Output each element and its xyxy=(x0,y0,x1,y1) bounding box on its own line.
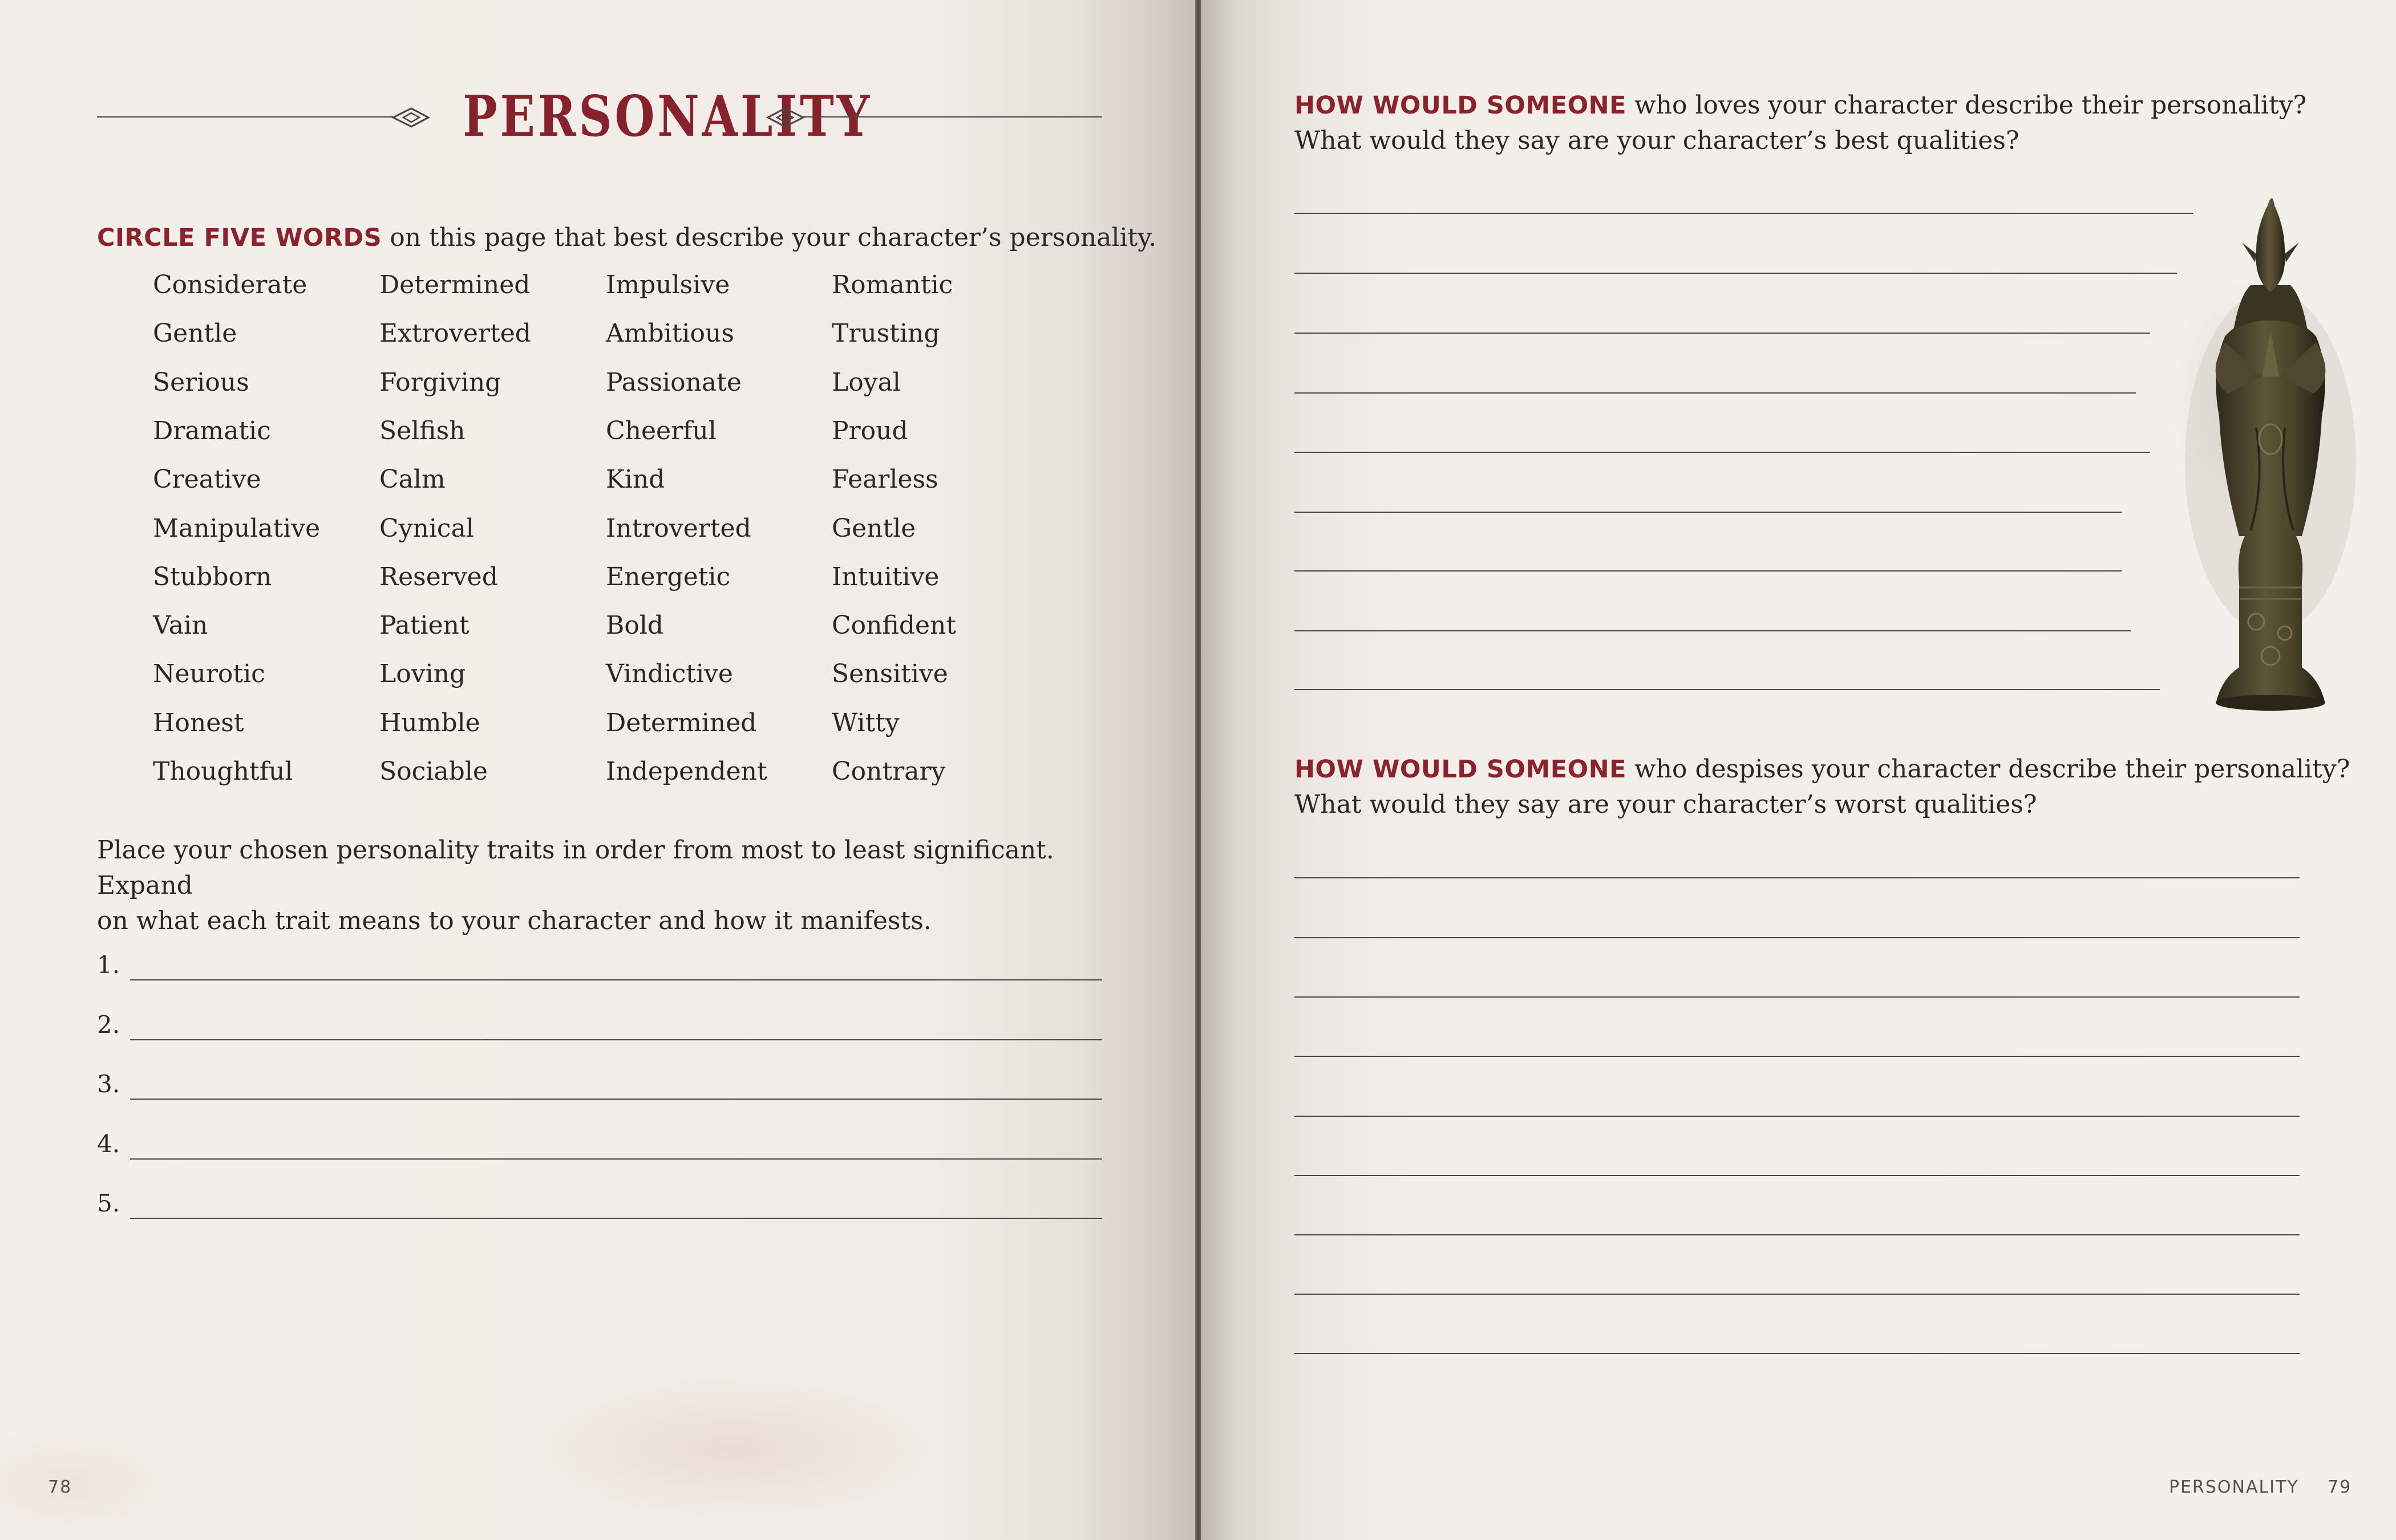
line-number: 3. xyxy=(97,1070,120,1098)
personality-word[interactable]: Loyal xyxy=(832,367,901,397)
personality-word[interactable]: Gentle xyxy=(153,319,237,348)
personality-word[interactable]: Vain xyxy=(153,611,208,641)
answer-line[interactable] xyxy=(130,1218,1102,1219)
personality-word[interactable]: Determined xyxy=(606,708,757,737)
personality-word[interactable]: Vindictive xyxy=(606,659,733,689)
order-prompt xyxy=(97,833,1124,939)
personality-word[interactable]: Proud xyxy=(832,416,908,445)
title-rule-left xyxy=(97,116,394,117)
personality-word[interactable]: Cynical xyxy=(379,513,474,543)
personality-word[interactable]: Loving xyxy=(379,659,466,689)
answer-line[interactable] xyxy=(1294,1056,2300,1057)
page-number-left: 78 xyxy=(48,1477,72,1497)
answer-line[interactable] xyxy=(1294,689,2160,690)
personality-word[interactable]: Ambitious xyxy=(606,319,734,348)
answer-line[interactable] xyxy=(1294,1234,2300,1235)
personality-word[interactable]: Kind xyxy=(606,465,665,495)
answer-line[interactable] xyxy=(1294,1116,2300,1117)
answer-line[interactable] xyxy=(1294,937,2300,938)
answer-line[interactable] xyxy=(1294,1294,2300,1295)
answer-line[interactable] xyxy=(1294,392,2136,394)
line-number: 2. xyxy=(97,1011,120,1039)
despises-question-text: who despises your character describe their personality? xyxy=(1626,755,2350,784)
personality-word[interactable]: Contrary xyxy=(832,757,946,786)
answer-line[interactable] xyxy=(130,1039,1102,1040)
page-title: PERSONALITY xyxy=(463,84,872,149)
personality-word[interactable]: Energetic xyxy=(606,562,731,591)
personality-word[interactable]: Confident xyxy=(832,611,957,641)
line-number: 1. xyxy=(97,951,120,979)
title-rule-right xyxy=(802,116,1102,117)
answer-line[interactable] xyxy=(1294,273,2177,274)
personality-word[interactable]: Impulsive xyxy=(606,270,730,299)
loves-question-line2: What would they say are your character’s best qualities? xyxy=(1294,126,2019,155)
running-head: PERSONALITY xyxy=(2169,1477,2299,1497)
personality-word[interactable]: Independent xyxy=(606,757,767,786)
answer-line[interactable] xyxy=(130,1158,1102,1160)
personality-word[interactable]: Sensitive xyxy=(832,659,948,689)
despises-question-line2: What would they say are your character’s worst qualities? xyxy=(1294,790,2037,819)
personality-word[interactable]: Calm xyxy=(379,465,446,495)
answer-line[interactable] xyxy=(1294,213,2193,214)
left-page xyxy=(0,0,1195,1540)
loves-question-text: who loves your character describe their personality? xyxy=(1626,91,2307,120)
instruction-text: on this page that best describe your character’s personality. xyxy=(382,223,1157,252)
personality-word[interactable]: Extroverted xyxy=(379,319,531,348)
personality-word[interactable]: Creative xyxy=(153,465,261,495)
answer-line[interactable] xyxy=(1294,877,2300,878)
despises-question-lead: HOW WOULD SOMEONE xyxy=(1294,755,1627,784)
order-prompt-line1: Place your chosen personality traits in order from most to least significant. Expand xyxy=(97,836,1054,900)
personality-word[interactable]: Manipulative xyxy=(153,513,321,543)
answer-line[interactable] xyxy=(130,979,1102,980)
despises-question xyxy=(1294,752,2350,822)
personality-word[interactable]: Sociable xyxy=(379,757,488,786)
answer-line[interactable] xyxy=(1294,996,2300,998)
diamond-ornament-icon xyxy=(391,106,431,129)
loves-question-lead: HOW WOULD SOMEONE xyxy=(1294,91,1627,120)
statue-figurine-illustration xyxy=(2171,188,2359,719)
order-prompt-line2: on what each trait means to your character and how it manifests. xyxy=(97,906,932,935)
diamond-ornament-icon xyxy=(766,106,806,129)
personality-word[interactable]: Considerate xyxy=(153,270,307,299)
personality-word[interactable]: Romantic xyxy=(832,270,953,299)
line-number: 4. xyxy=(97,1130,120,1158)
answer-line[interactable] xyxy=(1294,452,2150,453)
page-number-right: 79 xyxy=(2328,1477,2352,1497)
personality-word[interactable]: Gentle xyxy=(832,513,916,543)
personality-word[interactable]: Introverted xyxy=(606,513,751,543)
personality-word[interactable]: Neurotic xyxy=(153,659,265,689)
right-page xyxy=(1201,0,2396,1540)
book-gutter xyxy=(1195,0,1201,1540)
personality-word[interactable]: Stubborn xyxy=(153,562,272,591)
personality-word[interactable]: Witty xyxy=(832,708,900,737)
personality-word[interactable]: Intuitive xyxy=(832,562,940,591)
personality-word[interactable]: Passionate xyxy=(606,367,742,397)
personality-word[interactable]: Humble xyxy=(379,708,480,737)
answer-line[interactable] xyxy=(130,1099,1102,1100)
answer-line[interactable] xyxy=(1294,512,2122,513)
answer-line[interactable] xyxy=(1294,630,2131,631)
personality-word[interactable]: Thoughtful xyxy=(153,757,293,786)
answer-line[interactable] xyxy=(1294,1175,2300,1176)
personality-word[interactable]: Honest xyxy=(153,708,244,737)
personality-word[interactable]: Reserved xyxy=(379,562,498,591)
personality-word[interactable]: Patient xyxy=(379,611,470,641)
personality-word[interactable]: Serious xyxy=(153,367,249,397)
personality-word[interactable]: Dramatic xyxy=(153,416,271,445)
personality-word[interactable]: Cheerful xyxy=(606,416,717,445)
personality-word[interactable]: Determined xyxy=(379,270,531,299)
personality-word[interactable]: Forgiving xyxy=(379,367,501,397)
answer-line[interactable] xyxy=(1294,1353,2300,1354)
loves-question xyxy=(1294,88,2321,159)
personality-word[interactable]: Bold xyxy=(606,611,664,641)
circle-words-instruction xyxy=(97,220,1157,256)
personality-word[interactable]: Fearless xyxy=(832,465,938,495)
personality-word[interactable]: Trusting xyxy=(832,319,940,348)
instruction-lead: CIRCLE FIVE WORDS xyxy=(97,224,382,252)
personality-word[interactable]: Selfish xyxy=(379,416,466,445)
answer-line[interactable] xyxy=(1294,333,2150,334)
answer-line[interactable] xyxy=(1294,570,2122,572)
line-number: 5. xyxy=(97,1189,120,1217)
